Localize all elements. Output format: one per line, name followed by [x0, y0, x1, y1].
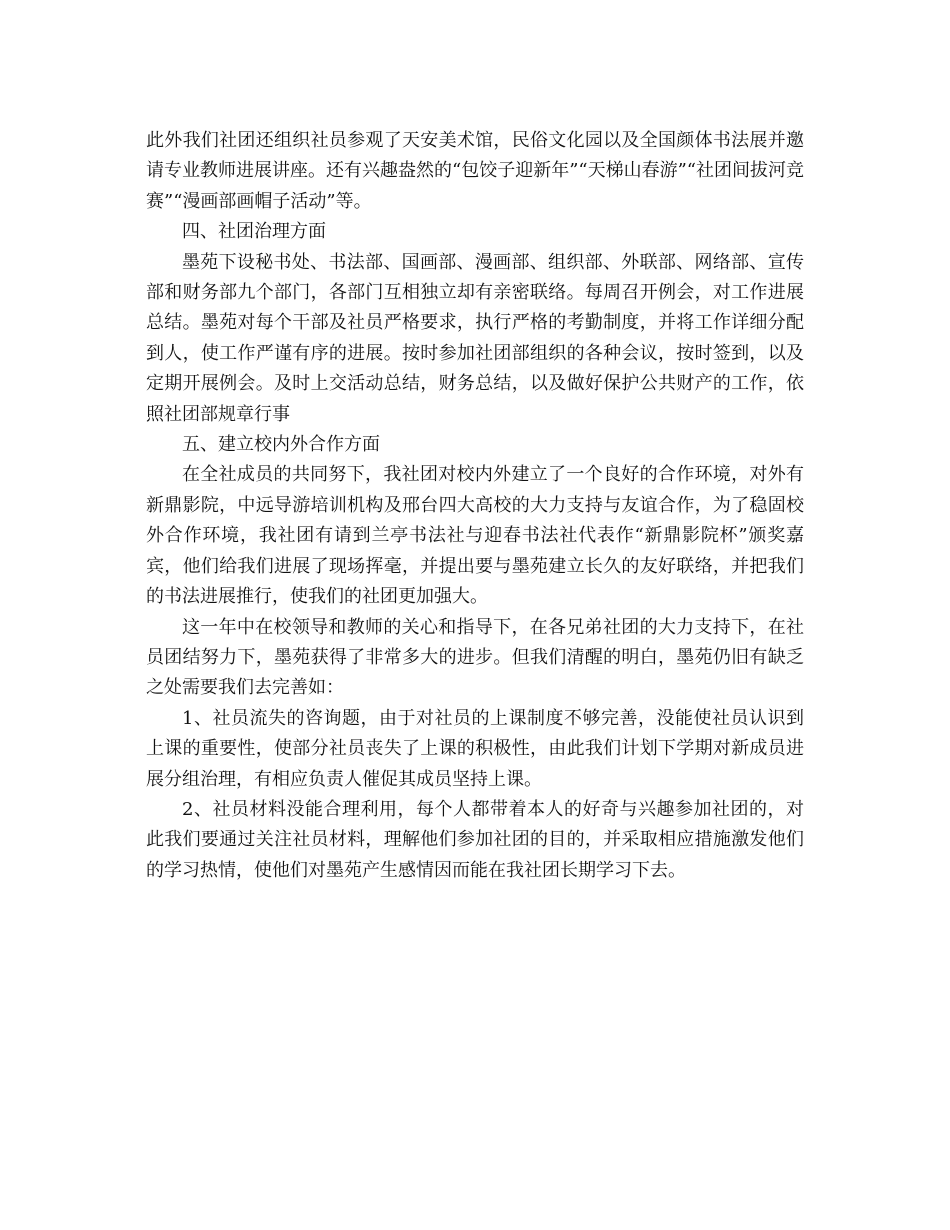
- section-heading-cooperation: 五、建立校内外合作方面: [182, 434, 380, 456]
- section-heading-management: 四、社团治理方面: [182, 221, 326, 243]
- paragraph-management: 墨苑下设秘书处、书法部、国画部、漫画部、组织部、外联部、网络部、宣传部和财务部九个部门，各部门互相独立却有亲密联络。每周召开例会，对工作进展总结。墨苑对每个干部及社员严格要求，执行严格的考勤制度，并将工作详细分配到人，使工作严谨有序的进展。按时参加社团部组织的各种会议，按时签到，以及定期开展例会。及时上交活动总结，财务总结，以及做好保护公共财产的工作，依照社团部规章行事: [146, 251, 804, 425]
- paragraph-cooperation: 在全社成员的共同努下，我社团对校内外建立了一个良好的合作环境，对外有新鼎影院，中远导游培训机构及邢台四大高校的大力支持与友谊合作，为了稳固校外合作环境，我社团有请到兰亭书法社与迎春书法社代表作“新鼎影院杯”颁奖嘉宾，他们给我们进展了现场挥毫，并提出要与墨苑建立长久的友好联络，并把我们的书法进展推行，使我们的社团更加强大。: [146, 464, 804, 608]
- document-body: [146, 126, 804, 886]
- list-item-member-materials: 2、社员材料没能合理利用，每个人都带着本人的好奇与兴趣参加社团的，对此我们要通过关注社员材料，理解他们参加社团的目的，并采取相应措施激发他们的学习热情，使他们对墨苑产生感情因而能在我社团长期学习下去。: [146, 798, 804, 881]
- paragraph-progress-summary: 这一年中在校领导和教师的关心和指导下，在各兄弟社团的大力支持下，在社员团结努力下，墨苑获得了非常多大的进步。但我们清醒的明白，墨苑仍旧有缺乏之处需要我们去完善如：: [146, 616, 804, 699]
- list-item-member-loss: 1、社员流失的咨询题，由于对社员的上课制度不够完善，没能使社员认识到上课的重要性，使部分社员丧失了上课的积极性，由此我们计划下学期对新成员进展分组治理，有相应负责人催促其成员坚持上课。: [146, 707, 804, 790]
- paragraph-activities: 此外我们社团还组织社员参观了天安美术馆，民俗文化园以及全国颜体书法展并邀请专业教师进展讲座。还有兴趣盎然的“包饺子迎新年”“天梯山春游”“社团间拔河竞赛”“漫画部画帽子活动”等。: [146, 130, 805, 212]
